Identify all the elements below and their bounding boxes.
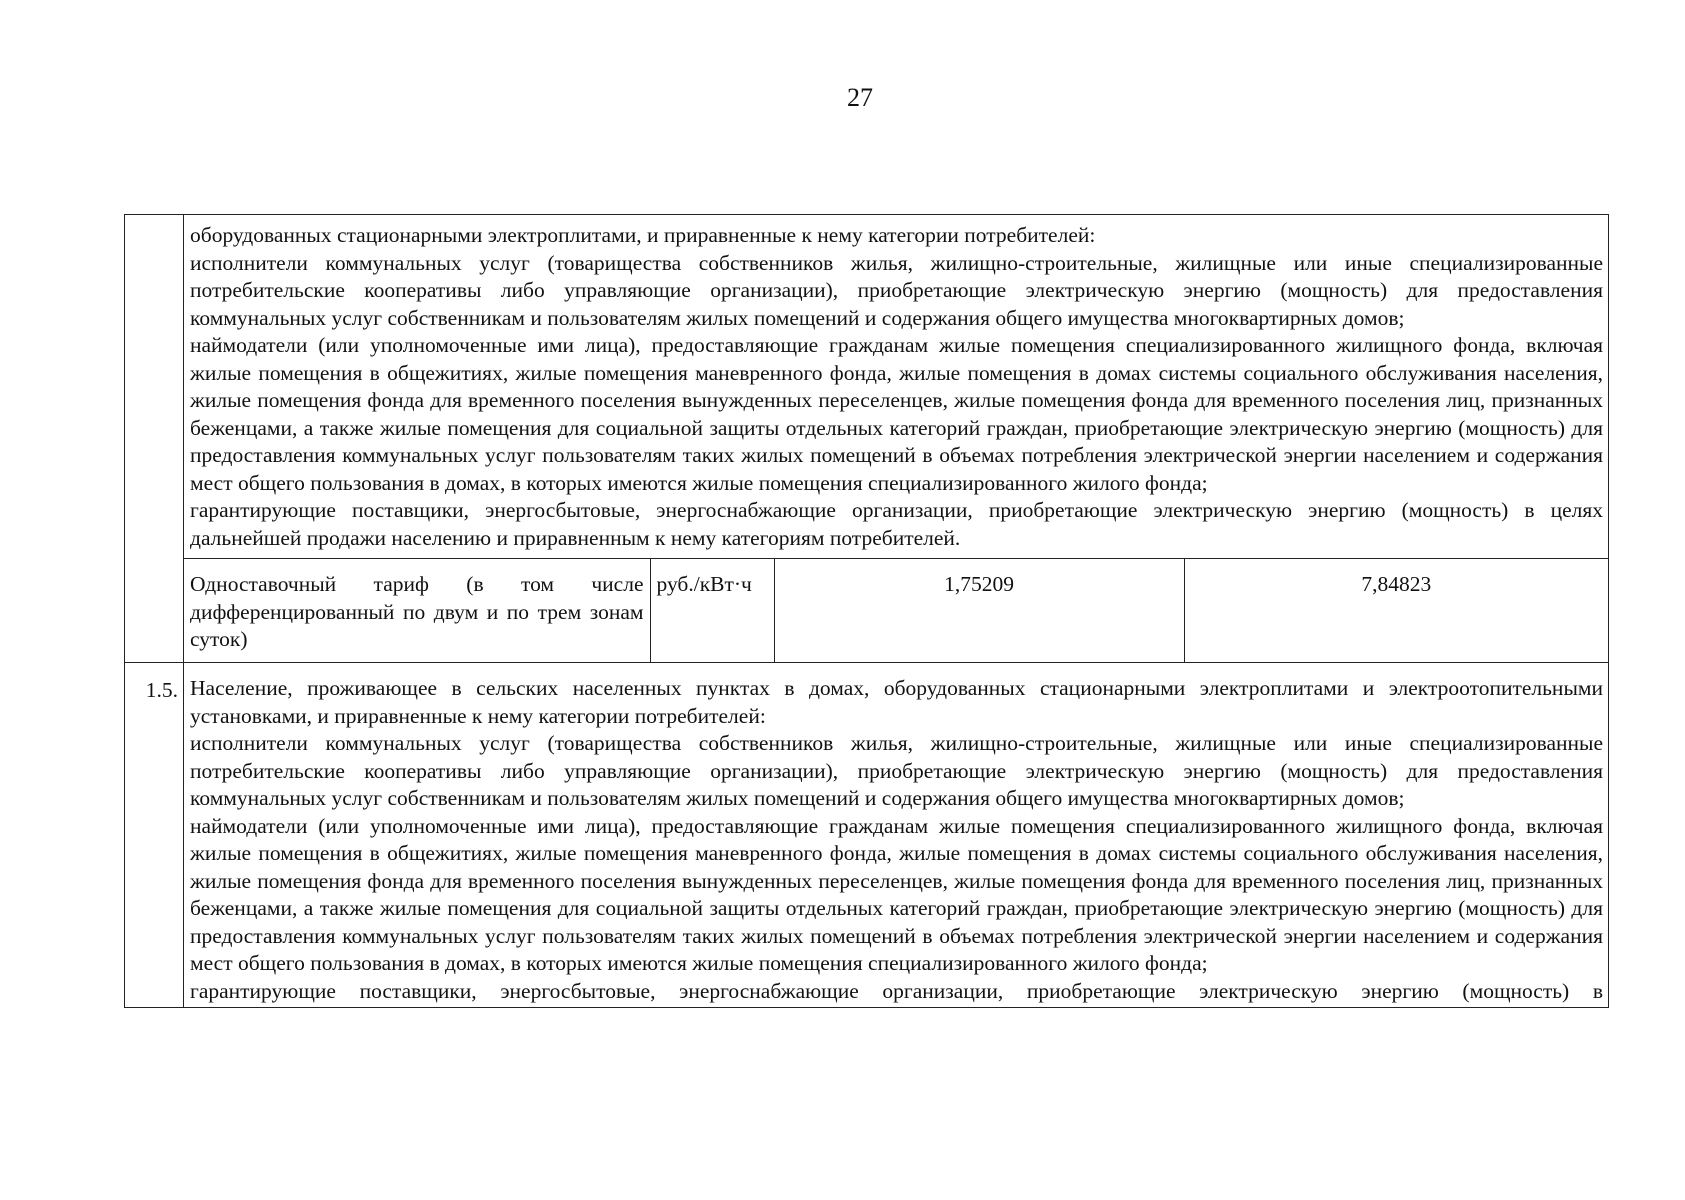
category-paragraph: исполнители коммунальных услуг (товарищества собственников жилья, жилищно-строительные, жилищные или иные специализированные потребительские кооперативы либо управляющие организации), приобретающие электрическую энергию (мощность) для предоставления коммунальных услуг собственникам и пользователям жилых помещений и содержания общего имущества многоквартирных домов;	[190, 250, 1603, 330]
tariff-row	[184, 559, 1608, 662]
row-number-cell: 1.5.	[125, 663, 184, 1008]
category-paragraph: оборудованных стационарными электроплитами, и приравненные к нему категории потребителей:	[190, 223, 1096, 247]
category-paragraph: наймодатели (или уполномоченные ими лица), предоставляющие гражданам жилые помещения специализированного жилищного фонда, включая жилые помещения в общежитиях, жилые помещения маневренного фонда, жилые помещения в домах системы социального обслуживания населения, жилые помещения фонда для временного поселения вынужденных переселенцев, жилые помещения фонда для временного поселения лиц, признанных беженцами, а также жилые помещения для социальной защиты отдельных категорий граждан, приобретающие электрическую энергию (мощность) для предоставления коммунальных услуг пользователям таких жилых помещений в объемах потребления электрической энергии населением и содержания мест общего пользования в домах, в которых имеются жилые помещения специализированного жилого фонда;	[190, 813, 1603, 975]
table-row-continuation	[125, 215, 1609, 663]
category-paragraph: наймодатели (или уполномоченные ими лица), предоставляющие гражданам жилые помещения специализированного жилищного фонда, включая жилые помещения в общежитиях, жилые помещения маневренного фонда, жилые помещения в домах системы социального обслуживания населения, жилые помещения фонда для временного поселения вынужденных переселенцев, жилые помещения фонда для временного поселения лиц, признанных беженцами, а также жилые помещения для социальной защиты отдельных категорий граждан, приобретающие электрическую энергию (мощность) для предоставления коммунальных услуг пользователям таких жилых помещений в объемах потребления электрической энергии населением и содержания мест общего пользования в домах, в которых имеются жилые помещения специализированного жилого фонда;	[190, 333, 1603, 495]
category-paragraph: гарантирующие поставщики, энергосбытовые, энергоснабжающие организации, приобретающие электрическую энергию (мощность) в	[190, 978, 1603, 1003]
category-paragraph: гарантирующие поставщики, энергосбытовые, энергоснабжающие организации, приобретающие электрическую энергию (мощность) в целях дальнейшей продажи населению и приравненным к нему категориям потребителей.	[190, 498, 1603, 550]
tariff-subrow	[184, 558, 1608, 662]
tariff-subtable	[184, 559, 1608, 662]
row-description-cell	[184, 215, 1609, 663]
tariff-unit: руб./кВт·ч	[650, 559, 774, 662]
tariff-value-2: 7,84823	[1184, 559, 1608, 662]
category-paragraph: Население, проживающее в сельских населенных пунктах в домах, оборудованных стационарными электроплитами и электроотопительными установками, и приравненные к нему категории потребителей:	[190, 676, 1603, 728]
tariff-table	[124, 214, 1609, 1008]
row-number-cell	[125, 215, 184, 663]
tariff-name: Одноставочный тариф (в том числе дифференцированный по двум и по трем зонам суток)	[190, 572, 644, 651]
table-row-1-5	[125, 663, 1609, 1008]
tariff-value-1: 1,75209	[774, 559, 1184, 662]
page-number: 27	[847, 83, 873, 112]
category-paragraph: исполнители коммунальных услуг (товарищества собственников жилья, жилищно-строительные, жилищные или иные специализированные потребительские кооперативы либо управляющие организации), приобретающие электрическую энергию (мощность) для предоставления коммунальных услуг собственникам и пользователям жилых помещений и содержания общего имущества многоквартирных домов;	[190, 731, 1603, 810]
row-description-cell	[184, 663, 1609, 1008]
